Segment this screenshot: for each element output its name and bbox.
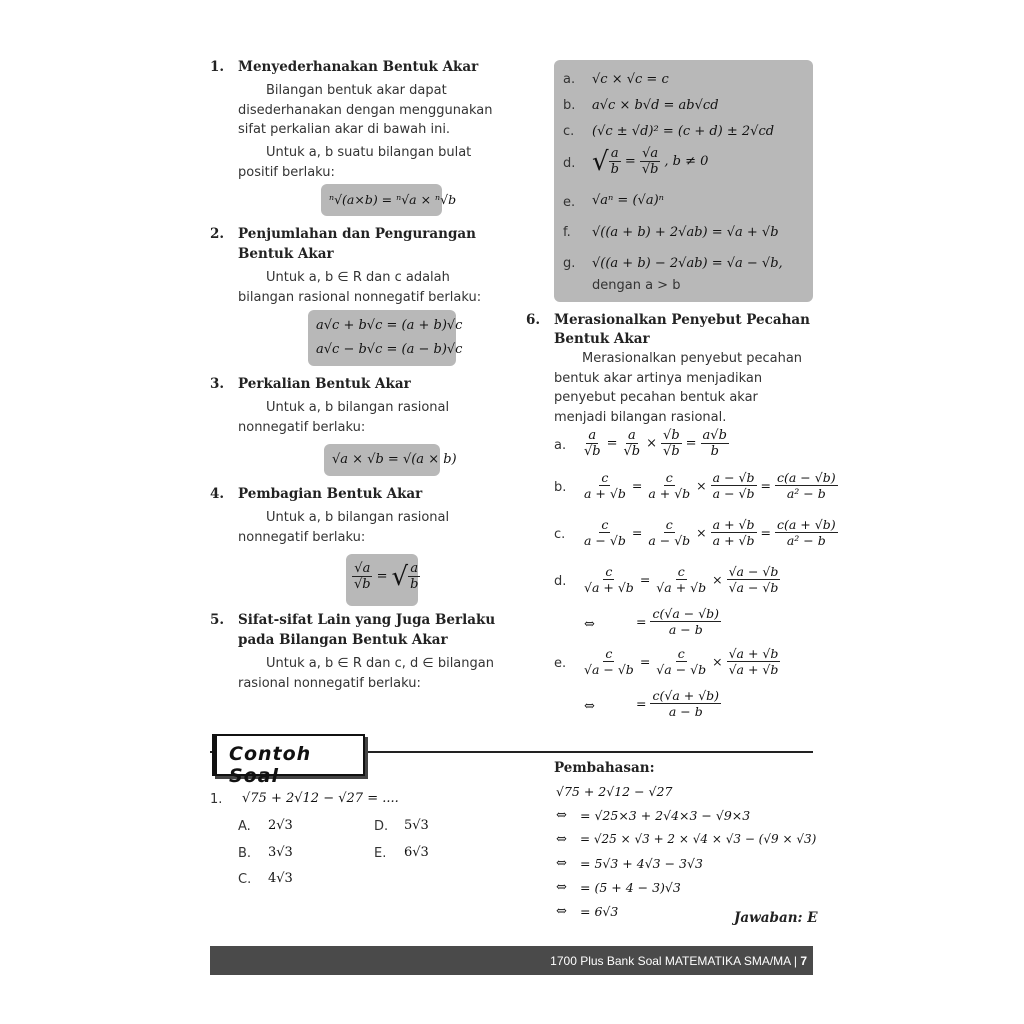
book-title: 1700 Plus Bank Soal MATEMATIKA SMA/MA [550, 954, 791, 968]
page-number: 7 [800, 954, 807, 968]
footer-separator: | [793, 954, 797, 968]
solution-line-4: = (5 + 4 − 3)√3 [580, 880, 681, 895]
prop-label-a: a. [563, 72, 576, 87]
prop-expr-c: (√c ± √d)² = (c + d) ± 2√cd [592, 124, 775, 139]
section-2-paragraph: Untuk a, b ∈ R dan c adalah bilangan rasional nonnegatif berlaku: [238, 270, 482, 305]
option-e-value: 6√3 [404, 845, 429, 860]
prop-label-f: f. [563, 225, 571, 240]
solution-line-1: = √25×3 + 2√4×3 − √9×3 [580, 808, 751, 823]
prop-label-c: c. [563, 124, 575, 139]
section-1-heading [210, 59, 224, 75]
equivalence-arrow: ⇔ [556, 832, 567, 847]
equivalence-arrow: ⇔ [556, 808, 567, 823]
prop-label-g: g. [563, 256, 576, 271]
prop-expr-g: √((a + b) − 2√ab) = √a − √b, [592, 256, 783, 271]
rat-expr-b: $\frac{c}{a + √b}$ = $\frac{c}{a + √b}$ × $\frac{a - √b}{a - √b}$ = $\frac{c(a - √b)}{\text{a² − b}}$ [584, 470, 836, 501]
solution-line-5: = 6√3 [580, 904, 619, 919]
section-3-paragraph: Untuk a, b bilangan rasional nonnegatif berlaku: [238, 400, 450, 435]
rat-label-a: a. [554, 438, 567, 453]
prop-expr-e: √aⁿ = (√a)ⁿ [592, 193, 664, 208]
option-d-value: 5√3 [404, 818, 429, 833]
rat-label-b: b. [554, 480, 567, 495]
section-2-title-line1: Penjumlahan dan Pengurangan [238, 226, 476, 242]
section-4-number: 4. [210, 486, 225, 502]
section-6-number: 6. [526, 312, 541, 328]
option-e-label: E. [374, 846, 387, 861]
pembahasan-title: Pembahasan: [554, 760, 655, 776]
prop-label-e: e. [563, 195, 576, 210]
section-1-condition: Untuk a, b suatu bilangan bulat positif berlaku: [238, 145, 472, 180]
equivalence-arrow: ⇔ [584, 699, 595, 714]
formula-addition: a√c + b√c = (a + b)√c [316, 318, 463, 333]
section-number: 1. [210, 59, 225, 75]
equivalence-arrow: ⇔ [556, 856, 567, 871]
footer-bar [210, 946, 813, 975]
rat-label-c: c. [554, 527, 566, 542]
equivalence-arrow: ⇔ [584, 617, 595, 632]
section-5-paragraph: Untuk a, b ∈ R dan c, d ∈ bilangan rasional nonnegatif berlaku: [238, 656, 494, 691]
section-2-title-line2: Bentuk Akar [238, 246, 334, 262]
contoh-soal-banner [212, 734, 365, 787]
section-4-paragraph: Untuk a, b bilangan rasional nonnegatif berlaku: [238, 510, 450, 545]
properties-box [554, 60, 813, 302]
option-b-label: B. [238, 846, 252, 861]
prop-cond-g: dengan a > b [592, 278, 681, 293]
section-3-number: 3. [210, 376, 225, 392]
option-c-label: C. [238, 872, 252, 887]
rat-expr-c: $\frac{c}{a - √b}$ = $\frac{c}{a - √b}$ × $\frac{a + √b}{a + √b}$ = $\frac{c(a + √b)}{\text{a² − b}}$ [584, 517, 836, 548]
section-4-title: Pembagian Bentuk Akar [238, 486, 423, 502]
formula-nth-root: ⁿ√(a×b) = ⁿ√a × ⁿ√b [329, 192, 457, 207]
rat-expr-e: $\frac{c}{√a - √b}$ = $\frac{c}{√a - √b}$ × $\frac{√a + √b}{√a + √b}$ [584, 646, 779, 677]
option-b-value: 3√3 [268, 845, 293, 860]
rat-expr-d: $\frac{c}{√a + √b}$ = $\frac{c}{√a + √b}$ × $\frac{√a - √b}{√a - √b}$ [584, 564, 779, 595]
option-c-value: 4√3 [268, 871, 293, 886]
option-a-label: A. [238, 819, 251, 834]
rat-result-d: = $\frac{c(√a - √b)}{a - b}$ [636, 606, 720, 637]
section-1-paragraph: Bilangan bentuk akar dapat disederhanakan dengan menggunakan sifat perkalian akar di bawah ini. [238, 83, 493, 137]
section-6-title-line2: Bentuk Akar [554, 331, 650, 347]
formula-subtraction: a√c − b√c = (a − b)√c [316, 342, 463, 357]
section-5-title-line2: pada Bilangan Bentuk Akar [238, 632, 448, 648]
formula-box-1 [321, 184, 457, 216]
option-a-value: 2√3 [268, 818, 293, 833]
formula-division: $\frac{√a}{√b}$ = √ $\frac{a}{b}$ [354, 561, 419, 592]
section-2-number: 2. [210, 226, 225, 242]
rat-result-e: = $\frac{c(√a + √b)}{a - b}$ [636, 688, 720, 719]
solution-line-3: = 5√3 + 4√3 − 3√3 [580, 856, 703, 871]
prop-expr-f: √((a + b) + 2√ab) = √a + √b [592, 225, 779, 240]
question-expression: √75 + 2√12 − √27 = .... [242, 791, 399, 806]
formula-box-2 [308, 310, 463, 366]
rat-expr-a: $\frac{a}{√b}$ = $\frac{a}{√b}$ × $\frac{√b}{√b}$ = $\frac{a√b}{b}$ [584, 428, 727, 459]
question-number: 1. [210, 792, 223, 807]
rat-label-d: d. [554, 574, 567, 589]
formula-box-4 [346, 554, 418, 606]
rat-label-e: e. [554, 656, 567, 671]
section-6-paragraph: Merasionalkan penyebut pecahan bentuk akar artinya menjadikan penyebut pecahan bentuk akar menjadi bilangan rasional. [554, 351, 803, 425]
prop-label-b: b. [563, 98, 576, 113]
section-5-number: 5. [210, 612, 225, 628]
equivalence-arrow: ⇔ [556, 904, 567, 919]
prop-expr-b: a√c × b√d = ab√cd [592, 98, 719, 113]
solution-line-0: √75 + 2√12 − √27 [556, 784, 673, 799]
equivalence-arrow: ⇔ [556, 880, 567, 895]
section-3-title: Perkalian Bentuk Akar [238, 376, 411, 392]
prop-label-d: d. [563, 156, 576, 171]
section-6-title-line1: Merasionalkan Penyebut Pecahan [554, 312, 810, 328]
solution-line-2: = √25 × √3 + 2 × √4 × √3 − (√9 × √3) [580, 832, 817, 846]
prop-expr-a: √c × √c = c [592, 72, 669, 87]
formula-multiplication: √a × √b = √(a × b) [332, 452, 457, 467]
section-1-title: Menyederhanakan Bentuk Akar [238, 59, 479, 75]
section-5-title-line1: Sifat-sifat Lain yang Juga Berlaku [238, 612, 496, 628]
formula-box-3 [324, 444, 457, 476]
option-d-label: D. [374, 819, 389, 834]
prop-expr-d: √ $\frac{a}{b}$ = $\frac{√a}{√b}$ , b ≠ 0 [592, 146, 709, 177]
contoh-soal-title: Contoh Soal [229, 743, 312, 787]
footer-text [550, 954, 807, 968]
answer-label: Jawaban: E [734, 910, 818, 926]
